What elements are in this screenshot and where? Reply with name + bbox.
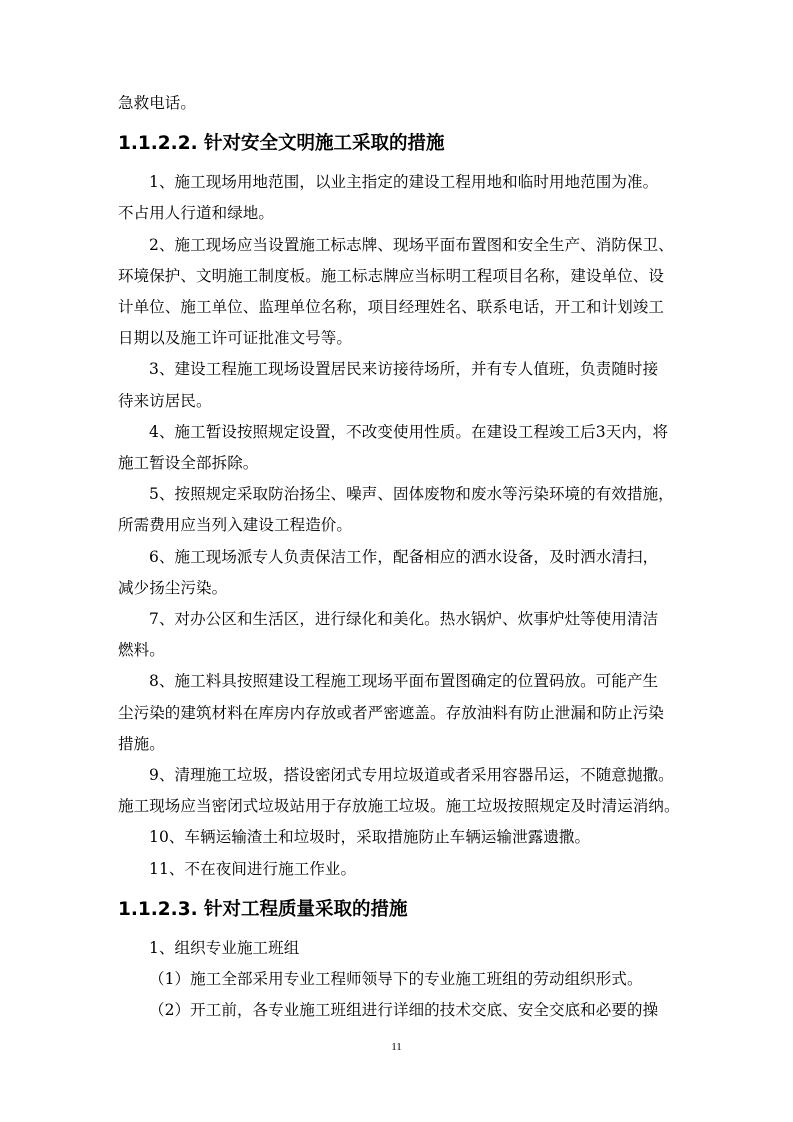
- paragraph-line: （2）开工前，各专业施工班组进行详细的技术交底、安全交底和必要的操: [149, 1001, 659, 1020]
- paragraph-line: 8、施工料具按照建设工程施工现场平面布置图确定的位置码放。可能产生: [149, 672, 659, 691]
- safety-measures-list: [118, 167, 688, 885]
- paragraph-line: 10、车辆运输渣土和垃圾时，采取措施防止车辆运输泄露遗撒。: [149, 828, 591, 847]
- paragraph-line: 2、施工现场应当设置施工标志牌、现场平面布置图和安全生产、消防保卫、: [149, 235, 674, 254]
- paragraph-line: 燃料。: [118, 641, 165, 660]
- paragraph-line: 11、不在夜间进行施工作业。: [149, 859, 357, 878]
- paragraph-line: 待来访居民。: [118, 391, 212, 410]
- intro-line: 急救电话。: [118, 94, 197, 112]
- paragraph-line: 不占用人行道和绿地。: [118, 204, 275, 223]
- page-content: [118, 88, 688, 1026]
- paragraph-line: 计单位、施工单位、监理单位名称，项目经理姓名、联系电话，开工和计划竣工: [118, 298, 665, 317]
- paragraph-line: 7、对办公区和生活区，进行绿化和美化。热水锅炉、炊事炉灶等使用清洁: [149, 610, 659, 629]
- paragraph-line: 减少扬尘污染。: [118, 578, 228, 597]
- paragraph-line: 3、建设工程施工现场设置居民来访接待场所，并有专人值班，负责随时接: [149, 360, 659, 379]
- quality-measures-list: [118, 933, 688, 1027]
- paragraph-line: 5、按照规定采取防治扬尘、噪声、固体废物和废水等污染环境的有效措施，: [149, 485, 674, 504]
- paragraph-line: 措施。: [118, 734, 165, 753]
- paragraph-line: 所需费用应当列入建设工程造价。: [118, 516, 353, 535]
- section-heading-quality: 1.1.2.3. 针对工程质量采取的措施: [118, 898, 408, 920]
- paragraph-line: 施工现场应当密闭式垃圾站用于存放施工垃圾。施工垃圾按照规定及时清运消纳。: [118, 797, 680, 816]
- page-number: 11: [391, 1041, 402, 1053]
- paragraph-line: 1、施工现场用地范围，以业主指定的建设工程用地和临时用地范围为准。: [149, 173, 659, 192]
- paragraph-line: 1、组织专业施工班组: [149, 938, 300, 957]
- paragraph-line: 尘污染的建筑材料在库房内存放或者严密遮盖。存放油料有防止泄漏和防止污染: [118, 703, 665, 722]
- paragraph-line: 6、施工现场派专人负责保洁工作，配备相应的洒水设备，及时洒水清扫，: [149, 547, 659, 566]
- paragraph-line: 环境保护、文明施工制度板。施工标志牌应当标明工程项目名称，建设单位、设: [118, 266, 665, 285]
- paragraph-line: 施工暂设全部拆除。: [118, 454, 259, 473]
- paragraph-line: （1）施工全部采用专业工程师领导下的专业施工班组的劳动组织形式。: [149, 970, 643, 989]
- paragraph-line: 4、施工暂设按照规定设置，不改变使用性质。在建设工程竣工后3天内，将: [149, 422, 669, 441]
- paragraph-line: 9、清理施工垃圾，搭设密闭式专用垃圾道或者采用容器吊运，不随意抛撒。: [149, 766, 674, 785]
- section-heading-safety: 1.1.2.2. 针对安全文明施工采取的措施: [118, 133, 445, 155]
- paragraph-line: 日期以及施工许可证批准文号等。: [118, 329, 353, 348]
